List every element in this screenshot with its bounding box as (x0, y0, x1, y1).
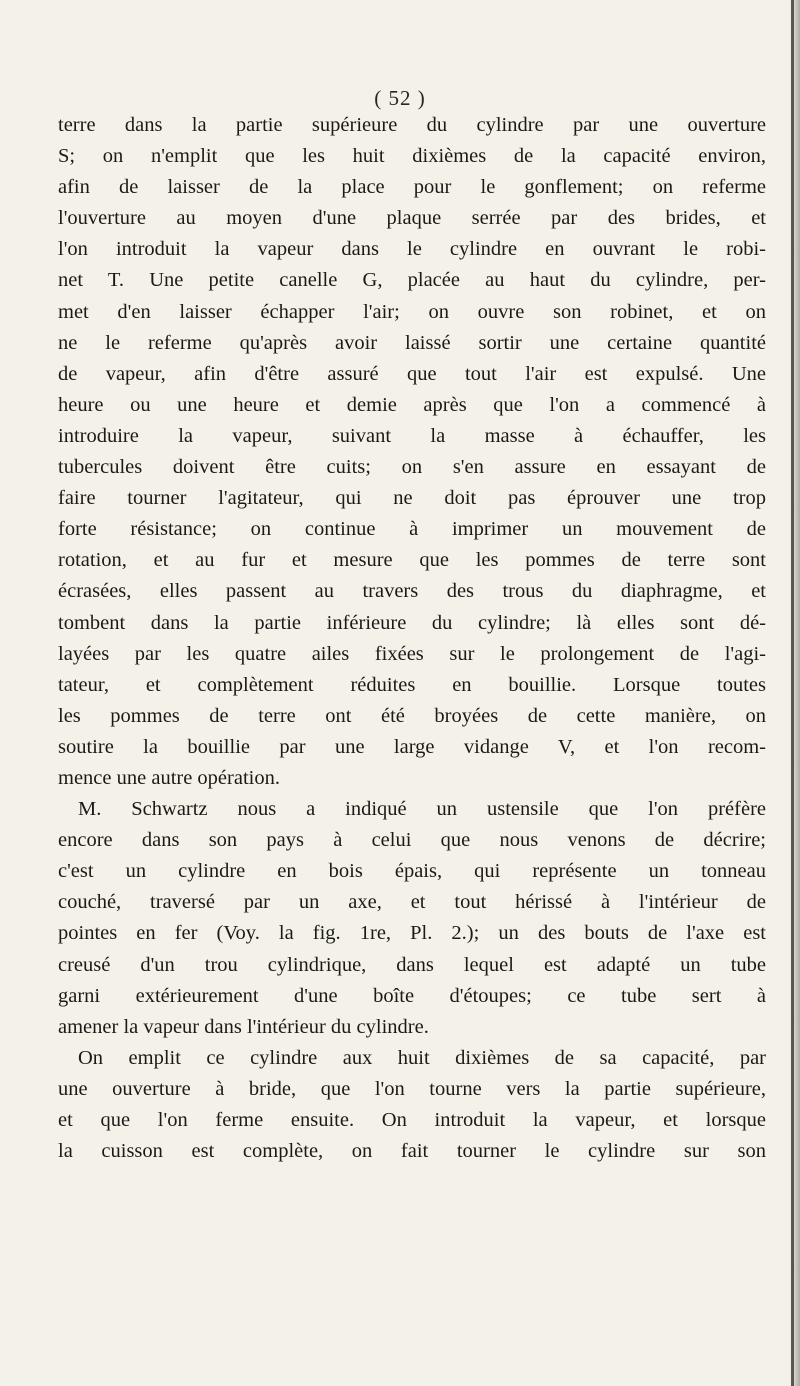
text-line: l'on introduit la vapeur dans le cylindre en ouvrant le robi- (58, 238, 766, 261)
text-line: On emplit ce cylindre aux huit dixièmes de sa capacité, par (78, 1046, 766, 1069)
body-text (58, 110, 766, 1167)
text-line: les pommes de terre ont été broyées de cette manière, on (58, 704, 766, 727)
text-line: layées par les quatre ailes fixées sur le prolongement de l'agi- (58, 642, 766, 665)
text-line: faire tourner l'agitateur, qui ne doit pas éprouver une trop (58, 487, 766, 510)
text-line: terre dans la partie supérieure du cylindre par une ouverture (58, 114, 766, 136)
text-line: rotation, et au fur et mesure que les pommes de terre sont (58, 549, 766, 572)
text-line: couché, traversé par un axe, et tout hérissé à l'intérieur de (58, 891, 766, 914)
text-line: tateur, et complètement réduites en bouillie. Lorsque toutes (58, 673, 766, 696)
text-line: mence une autre opération. (58, 766, 280, 789)
text-line: afin de laisser de la place pour le gonflement; on referme (58, 176, 766, 199)
text-line: pointes en fer (Voy. la fig. 1re, Pl. 2.); un des bouts de l'axe est (58, 922, 766, 945)
text-line: M. Schwartz nous a indiqué un ustensile que l'on préfère (78, 798, 766, 821)
text-line: introduire la vapeur, suivant la masse à échauffer, les (58, 424, 766, 447)
text-line: garni extérieurement d'une boîte d'étoupes; ce tube sert à (58, 984, 766, 1007)
text-line: forte résistance; on continue à imprimer un mouvement de (58, 518, 766, 541)
page-number: ( 52 ) (374, 86, 426, 110)
text-line: soutire la bouillie par une large vidange V, et l'on recom- (58, 735, 766, 758)
text-line: amener la vapeur dans l'intérieur du cylindre. (58, 1015, 429, 1038)
text-line: met d'en laisser échapper l'air; on ouvre son robinet, et on (58, 300, 766, 323)
text-line: c'est un cylindre en bois épais, qui représente un tonneau (58, 860, 766, 883)
text-line: heure ou une heure et demie après que l'on a commencé à (58, 393, 766, 416)
text-line: tubercules doivent être cuits; on s'en assure en essayant de (58, 456, 766, 479)
page-edge (791, 0, 794, 1386)
text-line: S; on n'emplit que les huit dixièmes de la capacité environ, (58, 145, 766, 168)
text-line: écrasées, elles passent au travers des trous du diaphragme, et (58, 580, 766, 603)
text-line: ne le referme qu'après avoir laissé sortir une certaine quantité (58, 331, 766, 354)
text-line: tombent dans la partie inférieure du cylindre; là elles sont dé- (58, 611, 766, 634)
text-line: net T. Une petite canelle G, placée au haut du cylindre, per- (58, 269, 766, 292)
text-line: une ouverture à bride, que l'on tourne vers la partie supérieure, (58, 1077, 766, 1100)
text-line: la cuisson est complète, on fait tourner le cylindre sur son (58, 1140, 766, 1163)
text-line: encore dans son pays à celui que nous venons de décrire; (58, 829, 766, 852)
text-line: de vapeur, afin d'être assuré que tout l'air est expulsé. Une (58, 362, 766, 385)
text-line: et que l'on ferme ensuite. On introduit la vapeur, et lorsque (58, 1109, 766, 1131)
text-line: l'ouverture au moyen d'une plaque serrée par des brides, et (58, 207, 766, 230)
text-line: creusé d'un trou cylindrique, dans lequel est adapté un tube (58, 953, 766, 976)
